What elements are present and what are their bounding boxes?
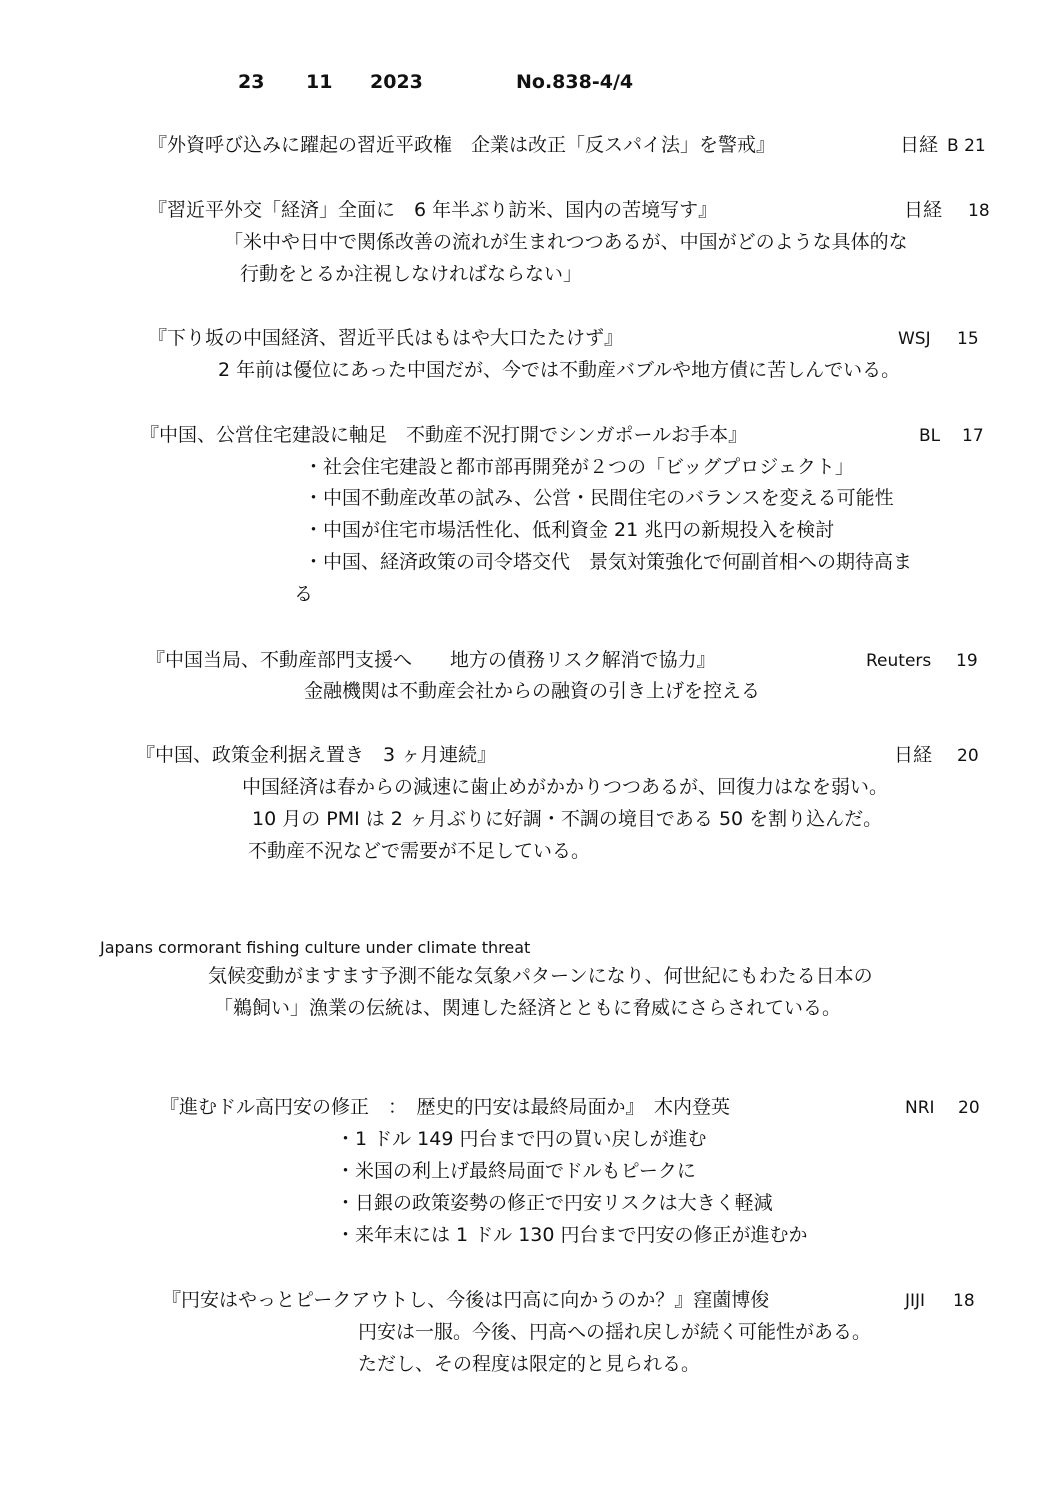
article-page: 18 [968,201,990,221]
article-line: 「米中や日中で関係改善の流れが生まれつつあるが、中国がどのような具体的な [224,231,908,253]
article-title: 『円安はやっとピークアウトし、今後は円高に向かうのか？』窪薗博俊 [162,1289,770,1311]
article-source: WSJ [898,329,931,349]
article-title: 『習近平外交「経済」全面に 6 年半ぶり訪米、国内の苦境写す』 [148,199,718,221]
article-source: 日経 [900,134,939,156]
article-line: ・社会住宅建設と都市部再開発が２つの「ビッグプロジェクト」 [304,456,854,478]
article-line: ・来年末には 1 ドル 130 円台まで円安の修正が進むか [336,1224,808,1246]
article-title: 『中国当局、不動産部門支援へ 地方の債務リスク解消で協力』 [146,649,716,671]
article-page: 15 [957,329,979,349]
article-page: 20 [958,1098,980,1118]
article-line: ・中国、経済政策の司令塔交代 景気対策強化で何副首相への期待高ま [304,551,913,573]
article-title: 『進むドル高円安の修正 ： 歴史的円安は最終局面か』 木内登英 [160,1096,731,1118]
article-line: ・中国不動産改革の試み、公営・民間住宅のバランスを変える可能性 [304,487,894,509]
article-line: 円安は一服。今後、円高への揺れ戻しが続く可能性がある。 [358,1321,872,1343]
article-line: 中国経済は春からの減速に歯止めがかかりつつあるが、回復力はなを弱い。 [242,776,889,798]
article-source: 日経 [904,199,943,221]
article-source: Reuters [866,651,932,671]
article-source: BL [919,426,941,446]
article-line: ・米国の利上げ最終局面でドルもピークに [336,1160,696,1182]
article-line: 2 年前は優位にあった中国だが、今では不動産バブルや地方債に苦しんでいる。 [218,359,901,381]
header-year: 2023 [370,71,423,93]
header-day: 23 [238,71,265,93]
article-line: ・中国が住宅市場活性化、低利資金 21 兆円の新規投入を検討 [304,519,835,541]
article-line: 「鵜飼い」漁業の伝統は、関連した経済とともに脅威にさらされている。 [214,997,842,1019]
article-line: ・1 ドル 149 円台まで円の買い戻しが進む [336,1128,707,1150]
article-line: ・日銀の政策姿勢の修正で円安リスクは大きく軽減 [336,1192,773,1214]
article-line: ただし、その程度は限定的と見られる。 [358,1353,701,1375]
article-source: 日経 [894,744,933,766]
article-title: Japans cormorant fishing culture under climate threat [100,938,531,957]
article-source: JIJI [905,1291,926,1311]
article-page: B 21 [947,136,986,156]
article-line: 不動産不況などで需要が不足している。 [248,840,591,862]
header-month: 11 [306,71,333,93]
article-page: 19 [956,651,978,671]
article-source: NRI [905,1098,935,1118]
article-line: 10 月の PMI は 2 ヶ月ぶりに好調・不調の境目である 50 を割り込んだ。 [252,808,883,830]
article-line: 行動をとるか注視しなければならない」 [240,263,583,285]
article-title: 『外資呼び込みに躍起の習近平政権 企業は改正「反スパイ法」を警戒』 [148,134,776,156]
article-page: 18 [953,1291,975,1311]
article-page: 20 [957,746,979,766]
article-page: 17 [962,426,984,446]
article-title: 『中国、公営住宅建設に軸足 不動産不況打開でシンガポールお手本』 [140,424,748,446]
article-title: 『下り坂の中国経済、習近平氏はもはや大口たたけず』 [148,327,624,349]
article-line: 金融機関は不動産会社からの融資の引き上げを控える [304,680,761,702]
article-title: 『中国、政策金利据え置き 3 ヶ月連続』 [136,744,497,766]
header-issue-number: No.838-4/4 [516,71,634,93]
article-line: る [294,583,314,605]
article-line: 気候変動がますます予測不能な気象パターンになり、何世紀にもわたる日本の [208,965,873,987]
